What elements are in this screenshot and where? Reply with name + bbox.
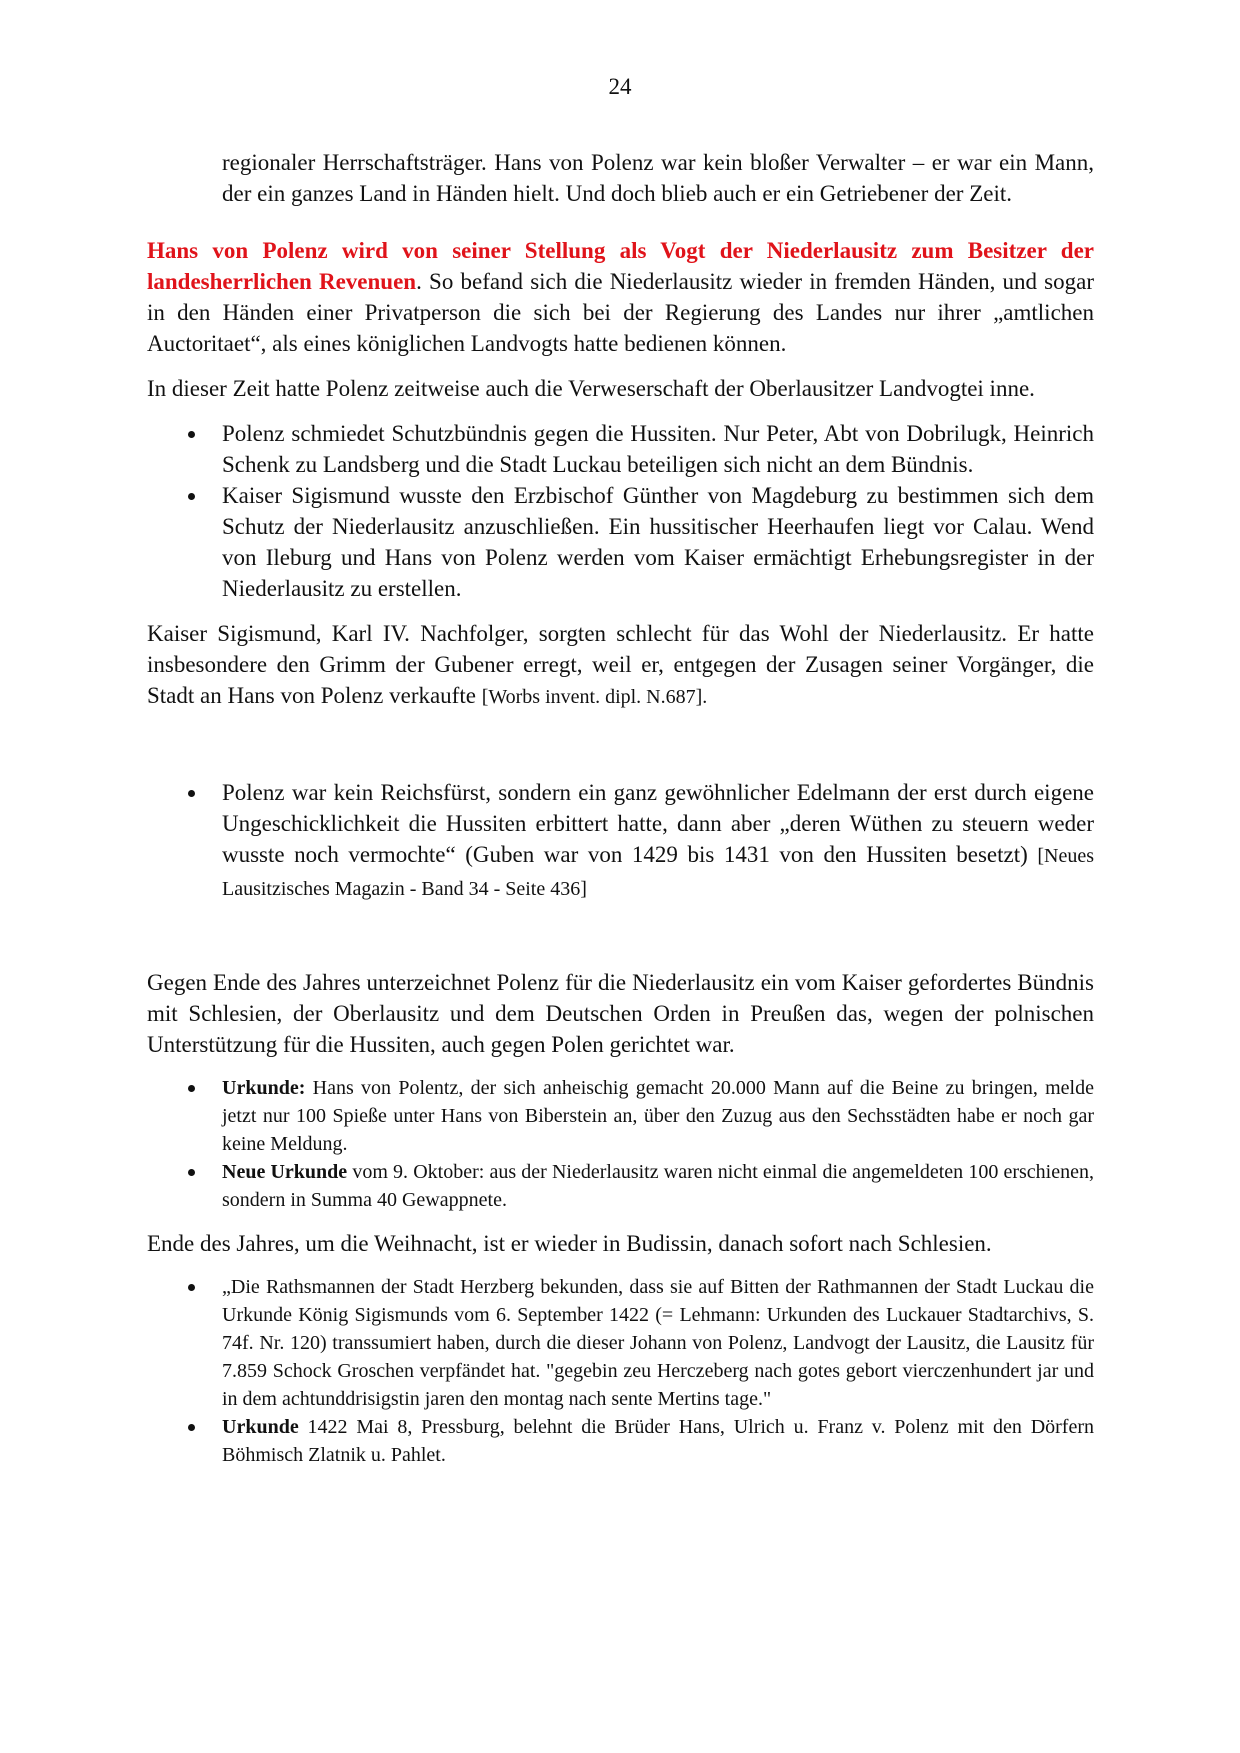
reichsfuerst-text: Polenz war kein Reichsfürst, sondern ein ganz gewöhnlicher Edelmann der erst durch eigene Ungeschicklichkeit die Hussiten erbittert hatte, dann aber „deren Wüthen zu steuern weder wusste noch vermochte“ (Guben war von 1429 bis 1431 von den Hussiten besetzt) [222, 780, 1094, 867]
revenuen-text: . So befand sich die Niederlausitz wieder in fremden Händen, und sogar in den Händen einer Privatperson die sich bei der Regierung des Landes nur ihrer „amtlichen Auctoritaet“, als eines königlichen Landvogts hatte bedienen können. [147, 269, 1094, 356]
paragraph-revenuen [147, 235, 1094, 359]
sigismund-text: Kaiser Sigismund, Karl IV. Nachfolger, sorgten schlecht für das Wohl der Niederlausitz. Er hatte insbesondere den Grimm der Gubener erregt, weil er, entgegen der Zusagen seiner Vorgänger, die Stadt an Hans von Polenz verkaufte [147, 621, 1094, 708]
paragraph-sigismund [147, 618, 1094, 713]
list-item [147, 1074, 1094, 1158]
urkunde-text: Hans von Polentz, der sich anheischig gemacht 20.000 Mann auf die Beine zu bringen, melde jetzt nur 100 Spieße unter Hans von Biberstein an, über den Zuzug aus den Sechsstädten habe er noch gar keine Meldung. [222, 1077, 1094, 1155]
urkunde-label: Urkunde [222, 1416, 299, 1438]
list-hussiten [147, 418, 1094, 604]
list-item [147, 1158, 1094, 1214]
paragraph-verweserschaft: In dieser Zeit hatte Polenz zeitweise auch die Verweserschaft der Oberlausitzer Landvogtei inne. [147, 376, 1035, 401]
list-item: Kaiser Sigismund wusste den Erzbischof Günther von Magdeburg zu bestimmen sich dem Schutz der Niederlausitz anzuschließen. Ein hussitischer Heerhaufen liegt vor Calau. Wend von Ileburg und Hans von Polenz werden vom Kaiser ermächtigt Erhebungsregister in der Niederlausitz zu erstellen. [147, 480, 1094, 604]
list-item [147, 777, 1094, 905]
urkunde-label: Urkunde: [222, 1077, 306, 1099]
paragraph-buendnis: Gegen Ende des Jahres unterzeichnet Polenz für die Niederlausitz ein vom Kaiser gefordertes Bündnis mit Schlesien, der Oberlausitz und dem Deutschen Orden in Preußen das, wegen der polnischen Unterstützung für die Hussiten, auch gegen Polen gerichtet war. [147, 970, 1094, 1057]
urkunde-text: 1422 Mai 8, Pressburg, belehnt die Brüder Hans, Ulrich u. Franz v. Polenz mit den Dörfern Böhmisch Zlatnik u. Pahlet. [222, 1416, 1094, 1466]
citation-worbs: [Worbs invent. dipl. N.687]. [481, 686, 708, 708]
list-item: „Die Rathsmannen der Stadt Herzberg bekunden, dass sie auf Bitten der Rathmannen der Stadt Luckau die Urkunde König Sigismunds vom 6. September 1422 (= Lehmann: Urkunden des Luckauer Stadtarchivs, S. 74f. Nr. 120) transsumiert haben, durch die dieser Johann von Polenz, Landvogt der Lausitz, die Lausitz für 7.859 Schock Groschen verpfändet hat. "gegebin zeu Herczeberg nach gotes gebort vierczenhundert jar und in dem achtunddrisigstin jaren den montag nach sente Mertins tage." [147, 1273, 1094, 1413]
list-urkunden [147, 1074, 1094, 1214]
paragraph-weihnacht: Ende des Jahres, um die Weihnacht, ist er wieder in Budissin, danach sofort nach Schlesien. [147, 1231, 992, 1256]
list-reichsfuerst [147, 777, 1094, 905]
neue-urkunde-label: Neue Urkunde [222, 1161, 348, 1183]
neue-urkunde-text: vom 9. Oktober: aus der Niederlausitz waren nicht einmal die angemeldeten 100 erschienen, sondern in Summa 40 Gewappnete. [222, 1161, 1094, 1211]
citation-lausitzisches-magazin: [Neues Lausitzisches Magazin - Band 34 - Seite 436] [222, 845, 1094, 900]
page-number: 24 [608, 74, 632, 99]
list-item: Polenz schmiedet Schutzbündnis gegen die Hussiten. Nur Peter, Abt von Dobrilugk, Heinrich Schenk zu Landsberg und die Stadt Luckau beteiligen sich nicht an dem Bündnis. [147, 418, 1094, 480]
list-item [147, 1413, 1094, 1469]
highlight-revenuen: Hans von Polenz wird von seiner Stellung als Vogt der Niederlausitz zum Besitzer der landesherrlichen Revenuen [147, 238, 1094, 294]
page-content [147, 147, 1094, 1469]
list-herzberg [147, 1273, 1094, 1469]
intro-continuation: regionaler Herrschaftsträger. Hans von Polenz war kein bloßer Verwalter – er war ein Mann, der ein ganzes Land in Händen hielt. Und doch blieb auch er ein Getriebener der Zeit. [222, 150, 1094, 206]
